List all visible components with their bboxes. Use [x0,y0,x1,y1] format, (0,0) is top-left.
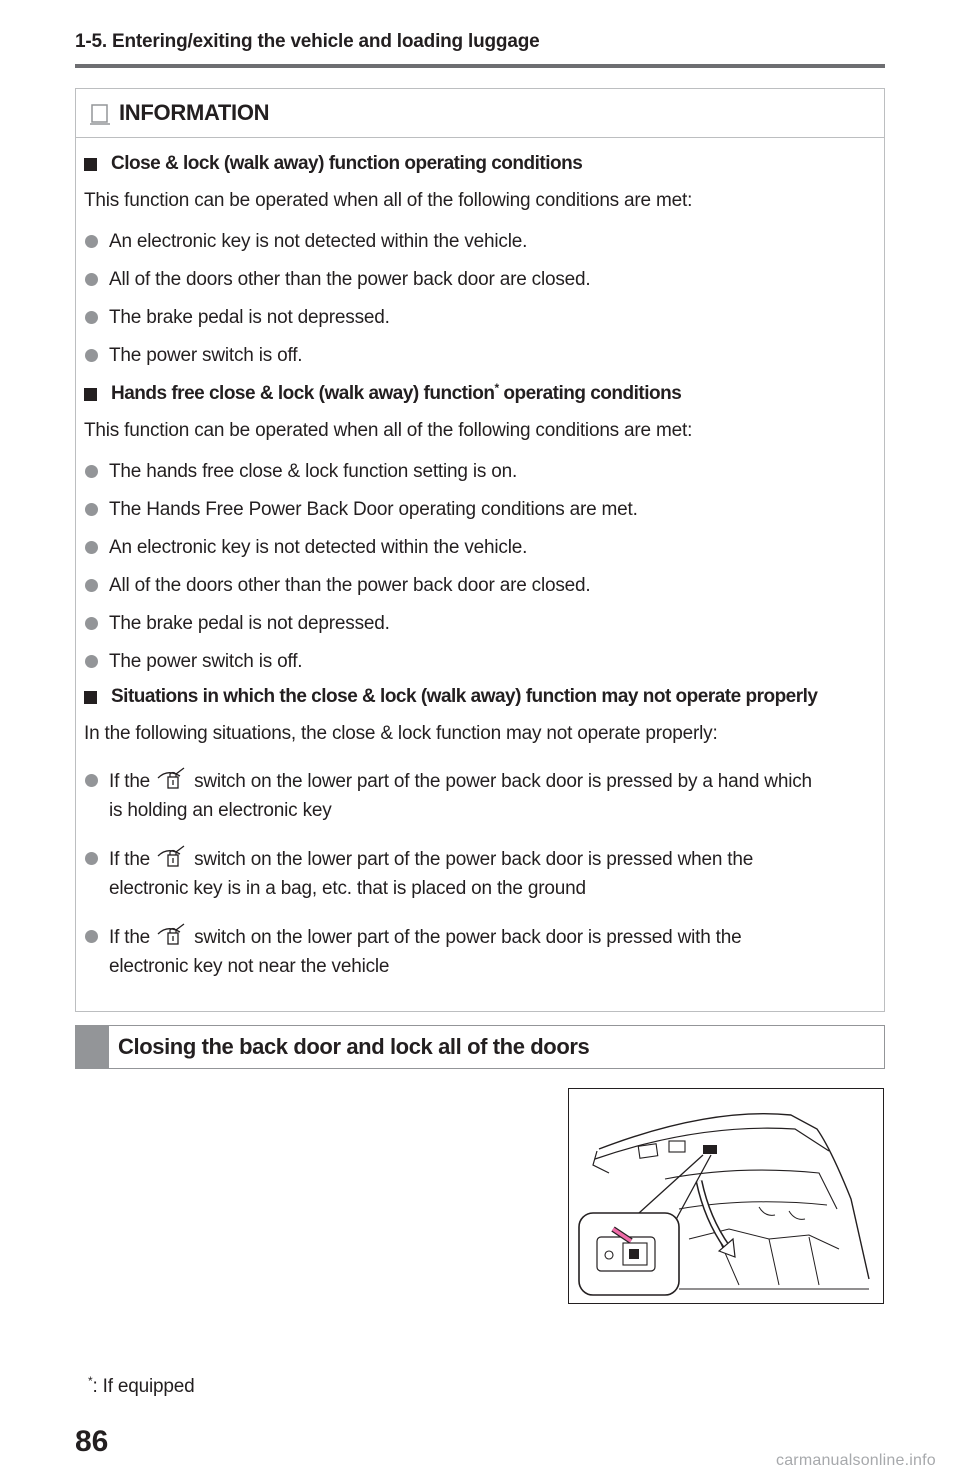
list-item-text: The power switch is off. [109,345,303,366]
list-item [84,922,874,981]
list-item [84,303,874,332]
section-title [84,149,874,179]
footnote [88,1376,194,1398]
header-rule [75,64,885,68]
list-item [84,495,874,524]
hand-lock-switch-icon [156,922,190,946]
subsection-title: Closing the back door and lock all of the doors [118,1034,590,1059]
circle-bullet-icon [85,235,98,248]
list-item [84,766,874,825]
list-item [84,844,874,903]
list-item-text: switch on the lower part of the power back door is pressed with the [194,927,742,948]
square-bullet-icon [84,158,97,171]
list-item-text: An electronic key is not detected within the vehicle. [109,231,528,252]
section-title [84,682,874,712]
circle-bullet-icon [85,465,98,478]
circle-bullet-icon [85,774,98,787]
list-item-text: is holding an electronic key [109,800,332,821]
section-title [84,379,874,409]
circle-bullet-icon [85,579,98,592]
circle-bullet-icon [85,852,98,865]
information-body [84,149,874,981]
list-item-text: electronic key not near the vehicle [109,956,390,977]
list-item-text: The hands free close & lock function setting is on. [109,461,518,482]
circle-bullet-icon [85,273,98,286]
section-title-text: operating conditions [498,383,682,404]
list-item [84,609,874,638]
list-item-text: switch on the lower part of the power back door is pressed when the [194,849,754,870]
list-item [84,265,874,294]
note-icon [90,104,110,126]
list-item-text: The Hands Free Power Back Door operating conditions are met. [109,499,638,520]
information-box [75,88,885,1012]
list-item [84,533,874,562]
circle-bullet-icon [85,655,98,668]
section-intro: This function can be operated when all of the following conditions are met: [84,190,693,211]
list-item-text: The brake pedal is not depressed. [109,307,390,328]
watermark: carmanualsonline.info [776,1452,936,1469]
list-item-text: An electronic key is not detected within the vehicle. [109,537,528,558]
list-item-text: If the [109,849,151,870]
list-item-text: switch on the lower part of the power back door is pressed by a hand which [194,771,812,792]
list-item-text: If the [109,927,151,948]
section-title-text: Situations in which the close & lock (walk away) function may not operate properly [111,686,818,707]
section-intro: In the following situations, the close & lock function may not operate properly: [84,723,718,744]
list-item-text: All of the doors other than the power back door are closed. [109,575,591,596]
circle-bullet-icon [85,617,98,630]
list-item-text: The brake pedal is not depressed. [109,613,390,634]
circle-bullet-icon [85,541,98,554]
list-item [84,571,874,600]
square-bullet-icon [84,691,97,704]
list-item-text: electronic key is in a bag, etc. that is placed on the ground [109,878,586,899]
subsection-tab [76,1026,109,1068]
list-item-text: All of the doors other than the power back door are closed. [109,269,591,290]
section-title-text: Hands free close & lock (walk away) function [111,383,495,404]
subsection-header [75,1025,885,1069]
footnote-mark: * [494,381,499,395]
circle-bullet-icon [85,930,98,943]
square-bullet-icon [84,388,97,401]
list-item [84,647,874,676]
back-door-drawing [569,1089,883,1303]
list-item [84,227,874,256]
list-item-text: The power switch is off. [109,651,303,672]
section-intro: This function can be operated when all of the following conditions are met: [84,420,693,441]
footnote-mark: * [88,1374,93,1388]
page-header-title: 1-5. Entering/exiting the vehicle and loading luggage [75,31,540,52]
hand-lock-switch-icon [156,766,190,790]
circle-bullet-icon [85,349,98,362]
page-number: 86 [75,1425,109,1458]
footnote-text: : If equipped [92,1376,195,1397]
list-item [84,457,874,486]
list-item [84,341,874,370]
circle-bullet-icon [85,503,98,516]
information-title: INFORMATION [119,100,270,125]
section-title-text: Close & lock (walk away) function operating conditions [111,153,583,174]
circle-bullet-icon [85,311,98,324]
hand-lock-switch-icon [156,844,190,868]
list-item-text: If the [109,771,151,792]
information-header [76,89,884,138]
back-door-illustration [568,1088,884,1304]
